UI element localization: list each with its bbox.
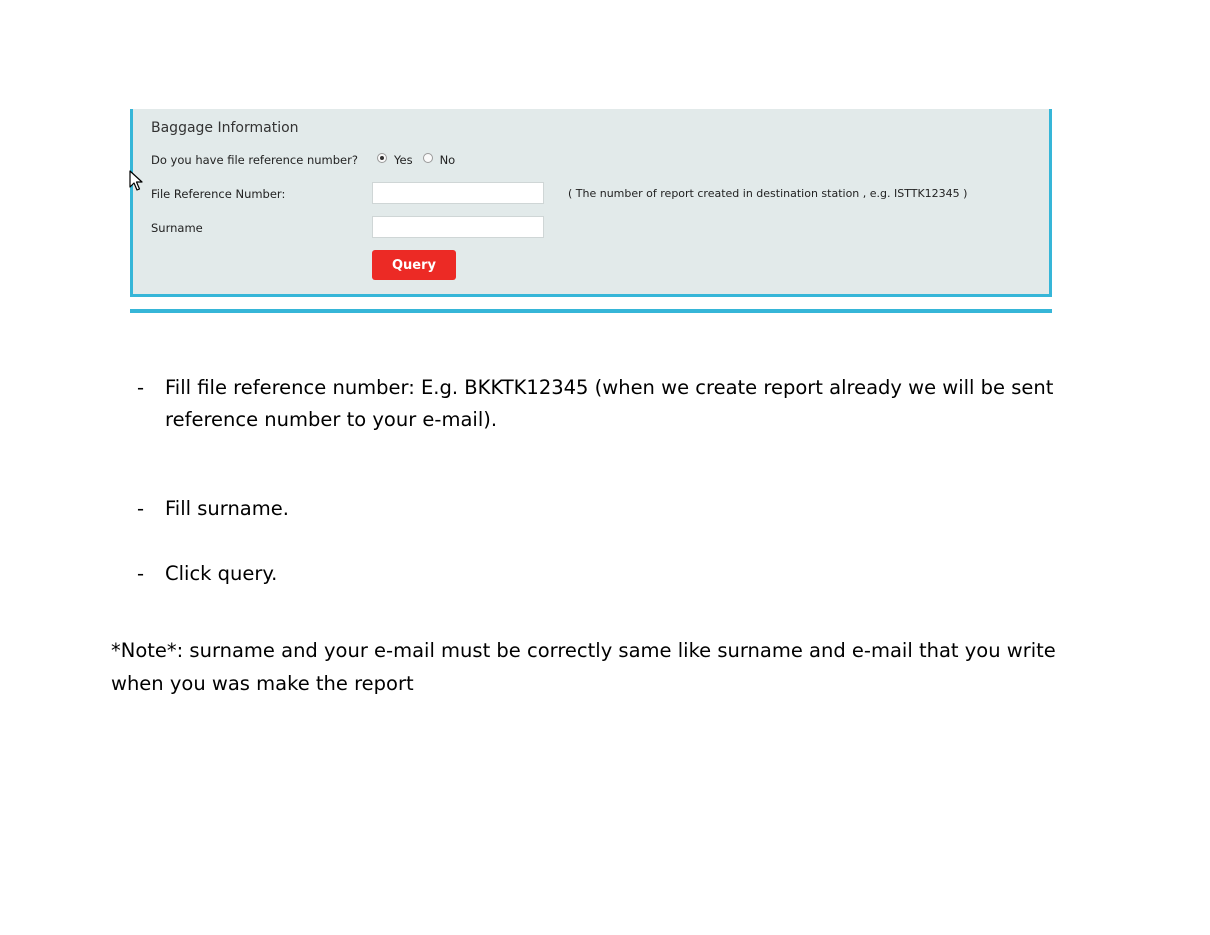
surname-label: Surname: [151, 221, 203, 235]
instruction-fill-reference: Fill file reference number: E.g. BKKTK12345 (when we create report already we will be sent reference number to your e-mail).: [165, 376, 1054, 431]
radio-yes-label[interactable]: Yes: [394, 153, 413, 167]
surname-input[interactable]: [372, 216, 544, 238]
instruction-click-query: Click query.: [165, 562, 278, 585]
bullet-marker: -: [137, 562, 145, 585]
query-button[interactable]: Query: [372, 250, 456, 280]
list-item: [137, 372, 1087, 436]
list-item: [137, 558, 1087, 590]
list-item: [137, 493, 1087, 525]
bullet-marker: -: [137, 376, 145, 399]
file-reference-question-label: Do you have file reference number?: [151, 153, 358, 167]
instruction-fill-surname: Fill surname.: [165, 497, 289, 520]
radio-no[interactable]: [423, 153, 433, 163]
file-reference-label: File Reference Number:: [151, 187, 286, 201]
file-reference-radio-group: [377, 151, 465, 165]
mouse-cursor-icon: [129, 170, 145, 196]
baggage-information-panel: [130, 109, 1052, 297]
bullet-marker: -: [137, 497, 145, 520]
panel-divider: [130, 309, 1052, 313]
radio-yes[interactable]: [377, 153, 387, 163]
note-paragraph: *Note*: surname and your e-mail must be correctly same like surname and e-mail that you write when you was make the report: [111, 639, 1056, 695]
file-reference-input[interactable]: [372, 182, 544, 204]
radio-no-label[interactable]: No: [439, 153, 456, 167]
panel-title: Baggage Information: [151, 120, 299, 136]
file-reference-hint: ( The number of report created in destination station , e.g. ISTTK12345 ): [568, 187, 968, 200]
